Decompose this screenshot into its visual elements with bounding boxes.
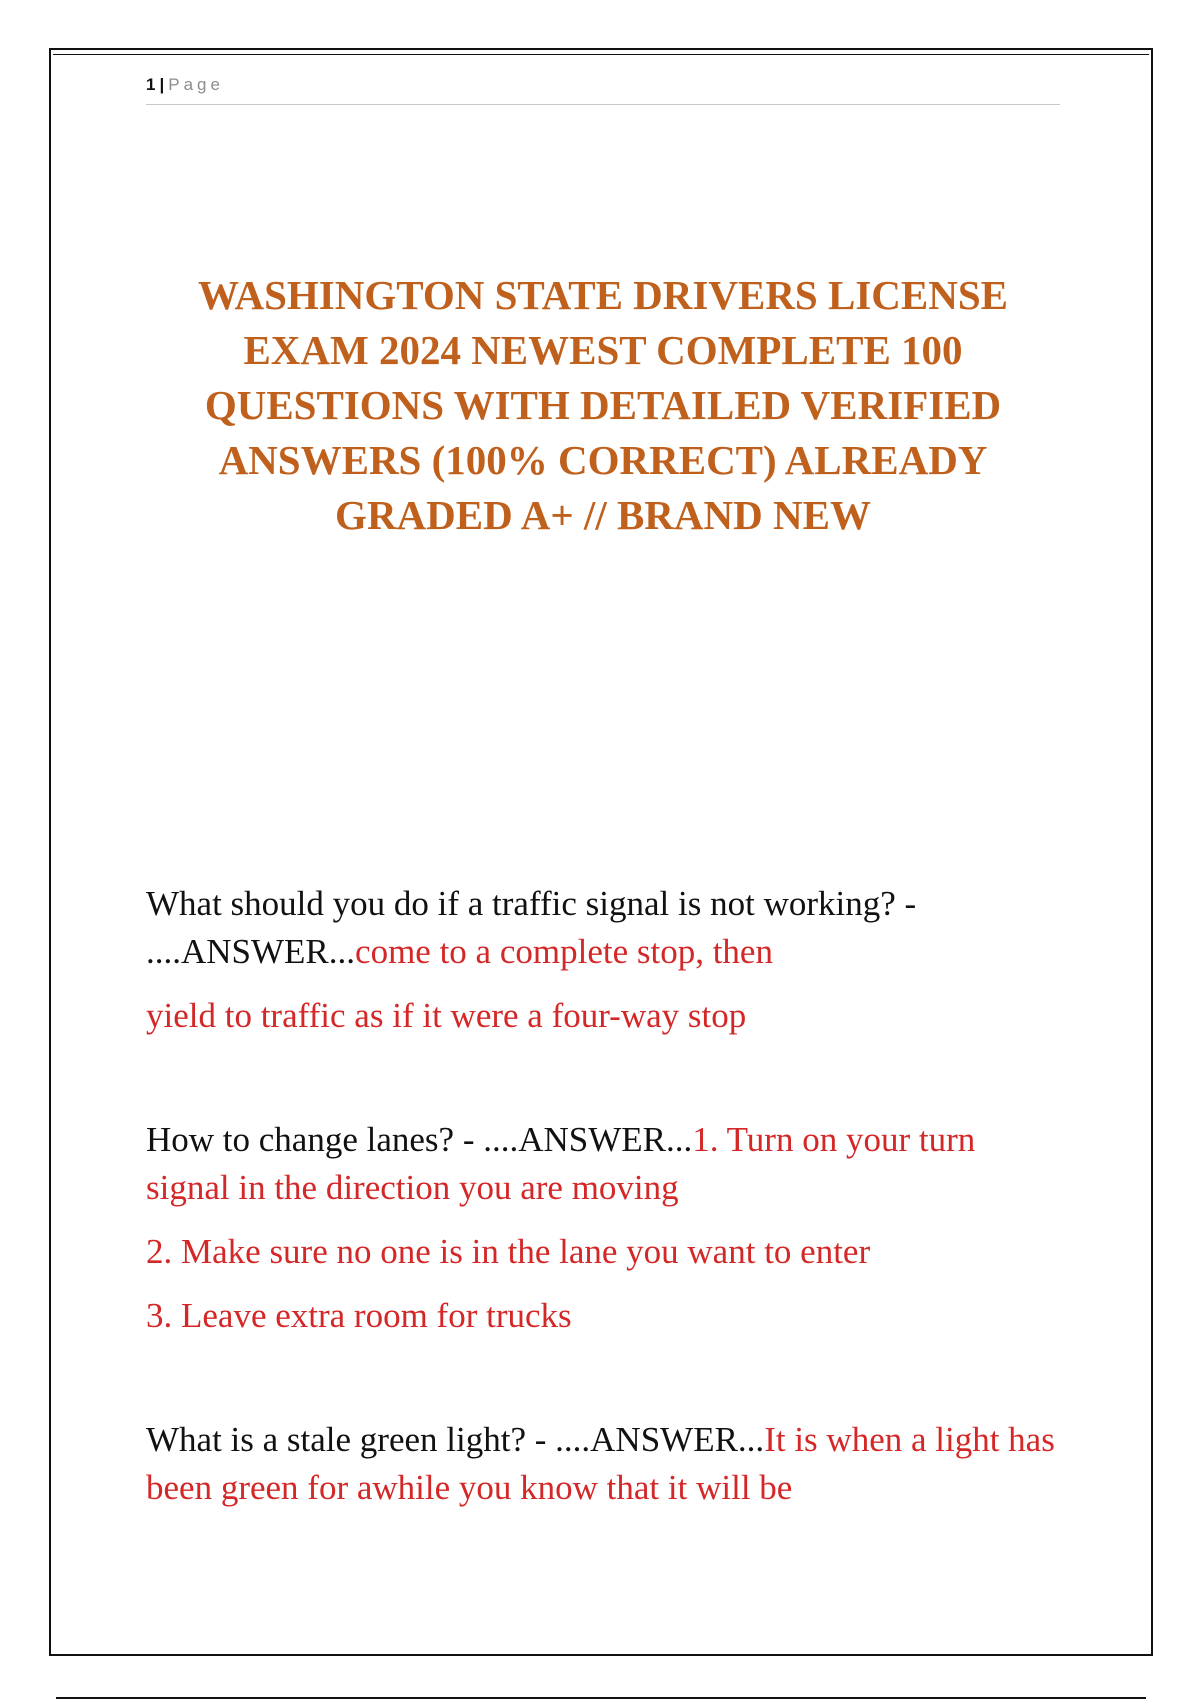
title-line: QUESTIONS WITH DETAILED VERIFIED [204,382,1002,428]
question-text: What should you do if a traffic signal is not working? - ....ANSWER... [146,884,917,971]
title-line: ANSWERS (100% CORRECT) ALREADY [218,437,988,483]
answer-text: 1. Turn on your turn signal in the direction you are moving [146,1120,976,1207]
spacer [146,1340,1066,1416]
title-line: GRADED A+ // BRAND NEW [335,492,871,538]
answer-line: 3. Leave extra room for trucks [146,1296,572,1335]
qa-item-change-lanes [146,1116,1066,1340]
qa-item-stale-green-light [146,1416,1066,1512]
answer-line: 2. Make sure no one is in the lane you want to enter [146,1232,871,1271]
next-page-top-rule [56,1697,1146,1699]
question-text: How to change lanes? - ....ANSWER... [146,1120,693,1159]
qa-item-traffic-signal [146,880,1066,1040]
answer-text: come to a complete stop, then [355,932,773,971]
spacer [146,1040,1066,1116]
answer-text: It is when a light has been green for awhile you know that it will be [146,1420,1055,1507]
title-line: EXAM 2024 NEWEST COMPLETE 100 [243,327,963,373]
page-frame-top-rule [53,54,1149,55]
title-line: WASHINGTON STATE DRIVERS LICENSE [198,272,1008,318]
question-text: What is a stale green light? - ....ANSWER... [146,1420,765,1459]
page-separator: | [159,75,165,94]
qa-content [146,880,1066,1512]
answer-line: yield to traffic as if it were a four-way stop [146,996,747,1035]
document-title [146,268,1060,543]
page-number: 1 [146,75,156,94]
page-label: Page [168,75,224,94]
page-header [146,70,1060,105]
